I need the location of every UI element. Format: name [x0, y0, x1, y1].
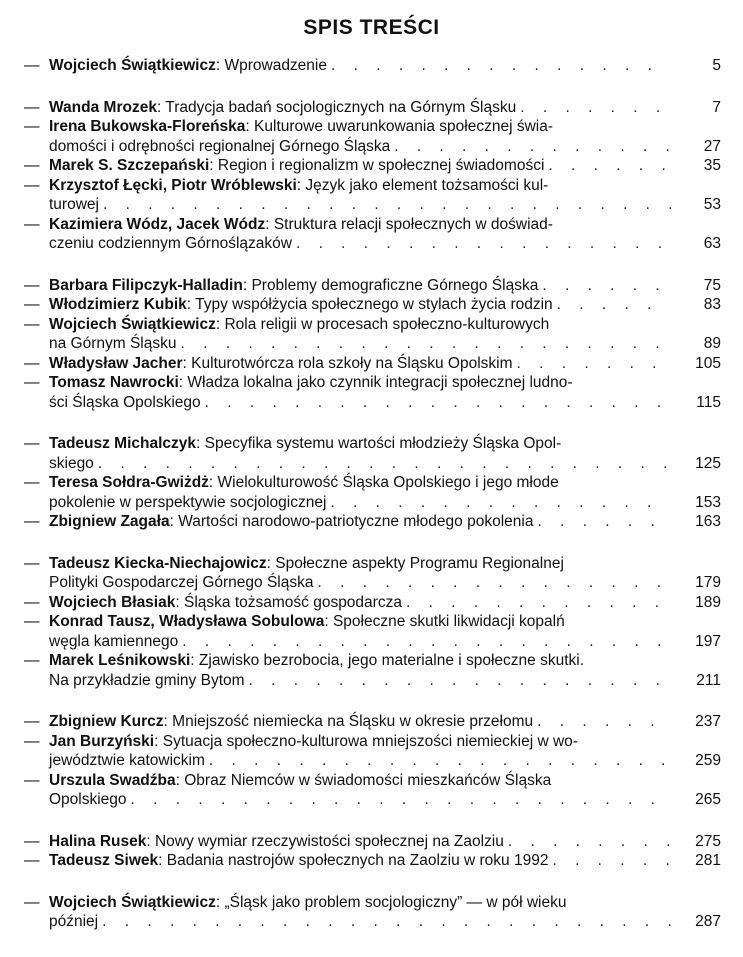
toc-entry[interactable]: [24, 771, 721, 810]
entry-dash: —: [24, 354, 40, 372]
dot-leader: [98, 454, 671, 474]
entry-title: Badania nastrojów społecznych na Zaolziu w roku 1992: [166, 852, 549, 869]
dot-leader: [557, 295, 671, 315]
entry-line: [49, 137, 671, 157]
entry-author: Zbigniew Kurcz: [49, 713, 164, 730]
toc-group: [24, 832, 721, 871]
toc-entry[interactable]: [24, 156, 721, 176]
toc-entry[interactable]: [24, 612, 721, 651]
dot-leader: [537, 712, 671, 732]
entry-line: Wanda Mrozek: Tradycja badań socjologicznych na Górnym Śląsku . . .: [49, 98, 671, 118]
dot-leader: [296, 234, 671, 254]
entry-title: Wprowadzenie: [224, 57, 327, 74]
entry-line: [49, 790, 671, 810]
entry-author: Włodzimierz Kubik: [49, 296, 187, 313]
dot-leader: [102, 912, 671, 932]
entry-line: Marek S. Szczepański: Region i regionalizm w społecznej świadomości . . .: [49, 156, 671, 176]
entry-author: Wojciech Błasiak: [49, 593, 176, 611]
entry-line: Wojciech Świątkiewicz: Wprowadzenie . . .: [49, 56, 671, 76]
entry-author: Barbara Filipczyk-Halladin: [49, 276, 243, 294]
entry-page-number: 281: [695, 852, 721, 869]
toc-entry[interactable]: [24, 851, 721, 871]
entry-title: „Śląsk jako problem socjologiczny” — w pół wieku: [224, 893, 567, 911]
entry-title: Sytuacja społeczno-kulturowa mniejszości niemieckiej w wo-: [162, 732, 578, 750]
dot-leader: [548, 156, 671, 176]
entry-dash: —: [24, 276, 40, 294]
entry-page-number: 211: [696, 671, 721, 689]
entry-page-number: 287: [695, 913, 721, 930]
entry-author: Władysław Jacher: [49, 354, 183, 372]
toc-group: [24, 276, 721, 413]
dot-leader: [318, 573, 672, 593]
entry-title: Kulturotwórcza rola szkoły na Śląsku Opolskim: [191, 354, 513, 372]
toc-entry[interactable]: [24, 434, 721, 473]
entry-dash: —: [24, 474, 40, 491]
entry-author: Urszula Swadźba: [49, 771, 176, 789]
dot-leader: [103, 195, 671, 215]
entry-dash: —: [24, 593, 40, 611]
entry-dash: —: [24, 176, 40, 194]
entry-author: Marek S. Szczepański: [49, 157, 210, 174]
entry-author: Wojciech Świątkiewicz: [49, 315, 216, 333]
dot-leader: [330, 493, 671, 513]
entry-page-number: 53: [703, 196, 721, 213]
entry-author: Irena Bukowska-Floreńska: [49, 118, 246, 135]
entry-title: Władza lokalna jako czynnik integracji społecznej ludno-: [187, 374, 573, 391]
entry-line: Wojciech Błasiak: Śląska tożsamość gospodarcza . . .: [49, 593, 671, 613]
toc-entry[interactable]: [24, 56, 721, 76]
entry-page-number: 179: [695, 574, 721, 591]
entry-author: Jan Burzyński: [49, 732, 155, 750]
entry-dash: —: [24, 374, 40, 391]
entry-page-number: 75: [703, 276, 721, 294]
entry-title: Polityki Gospodarczej Górnego Śląska: [49, 574, 314, 591]
entry-page-number: 153: [695, 493, 721, 511]
entry-title: Społeczne skutki likwidacji kopalń: [332, 613, 565, 630]
toc-entry[interactable]: [24, 512, 721, 532]
entry-line: [49, 195, 671, 215]
dot-leader: [542, 276, 671, 296]
entry-title: Śląska tożsamość gospodarcza: [183, 593, 402, 611]
entry-title: później: [49, 913, 99, 930]
entry-author: Halina Rusek: [49, 832, 147, 850]
entry-title: Typy współżycia społecznego w stylach życia rodzin: [195, 296, 553, 313]
entry-page-number: 5: [712, 57, 721, 74]
dot-leader: [517, 354, 672, 374]
entry-line: Tomasz Nawrocki: Władza lokalna jako czynnik integracji społecznej ludno-: [49, 374, 573, 391]
entry-line: Barbara Filipczyk-Halladin: Problemy demograficzne Górnego Śląska . . .: [49, 276, 671, 296]
entry-author: Tadeusz Michalczyk: [49, 435, 197, 452]
toc-group: [24, 434, 721, 532]
toc-entry[interactable]: [24, 832, 721, 852]
entry-title: Zjawisko bezrobocia, jego materialne i społeczne skutki.: [198, 652, 585, 669]
entry-author: Konrad Tausz, Władysława Sobulowa: [49, 613, 325, 630]
entry-line: [49, 573, 671, 593]
entry-title: na Górnym Śląsku: [49, 335, 177, 352]
entry-dash: —: [24, 57, 40, 74]
entry-dash: —: [24, 613, 40, 630]
entry-dash: —: [24, 435, 40, 452]
entry-title: Mniejszość niemiecka na Śląsku w okresie przełomu: [172, 713, 534, 730]
entry-line: [49, 632, 671, 652]
entry-line: Tadeusz Siwek: Badania nastrojów społecznych na Zaolziu w roku 1992 . . .: [49, 851, 671, 871]
dot-leader: [205, 393, 671, 413]
entry-line: Jan Burzyński: Sytuacja społeczno-kulturowa mniejszości niemieckiej w wo-: [49, 732, 578, 750]
entry-dash: —: [24, 315, 40, 333]
entry-page-number: 7: [712, 98, 721, 116]
entry-dash: —: [24, 893, 40, 911]
dot-leader: [209, 751, 671, 771]
entry-author: Wojciech Świątkiewicz: [49, 57, 216, 74]
entry-author: Tadeusz Siwek: [49, 852, 159, 869]
entry-line: Zbigniew Kurcz: Mniejszość niemiecka na Śląsku w okresie przełomu . . .: [49, 712, 671, 732]
toc-entry[interactable]: [24, 315, 721, 354]
entry-page-number: 105: [695, 354, 721, 372]
entry-author: Wanda Mrozek: [49, 98, 157, 116]
entry-page-number: 265: [695, 791, 721, 808]
entry-line: [49, 334, 671, 354]
entry-line: [49, 393, 671, 413]
entry-author: Kazimiera Wódz, Jacek Wódz: [49, 215, 266, 233]
entry-title: Język jako element tożsamości kul-: [305, 176, 549, 194]
dot-leader: [552, 851, 671, 871]
entry-line: Irena Bukowska-Floreńska: Kulturowe uwarunkowania społecznej świa-: [49, 118, 554, 135]
entry-dash: —: [24, 157, 40, 174]
entry-page-number: 275: [695, 832, 721, 850]
entry-page-number: 89: [703, 335, 721, 352]
entry-title: Wielokulturowość Śląska Opolskiego i jego młode: [217, 474, 559, 491]
entry-title: Rola religii w procesach społeczno-kulturowych: [224, 315, 550, 333]
entry-title: Tradycja badań socjologicznych na Górnym Śląsku: [165, 98, 517, 116]
entry-line: Krzysztof Łęcki, Piotr Wróblewski: Język jako element tożsamości kul-: [49, 176, 549, 194]
toc-entry[interactable]: [24, 276, 721, 296]
entry-page-number: 115: [696, 393, 721, 411]
entry-page-number: 189: [695, 593, 721, 611]
toc-entry[interactable]: [24, 651, 721, 690]
entry-dash: —: [24, 513, 40, 530]
entry-title: ści Śląska Opolskiego: [49, 393, 201, 411]
entry-dash: —: [24, 296, 40, 313]
toc-entry[interactable]: [24, 554, 721, 593]
entry-author: Tadeusz Kiecka-Niechajowicz: [49, 554, 267, 572]
entry-line: [49, 671, 671, 691]
toc-entry[interactable]: [24, 354, 721, 374]
entry-dash: —: [24, 732, 40, 750]
toc-entry[interactable]: [24, 215, 721, 254]
entry-author: Zbigniew Zagała: [49, 513, 170, 530]
entry-title: węgla kamiennego: [49, 632, 179, 650]
entry-dash: —: [24, 713, 40, 730]
entry-title: Opolskiego: [49, 791, 127, 808]
entry-dash: —: [24, 215, 40, 233]
entry-line: [49, 454, 671, 474]
table-of-contents: [24, 56, 721, 954]
entry-author: Wojciech Świątkiewicz: [49, 893, 216, 911]
entry-title: Specyfika systemu wartości młodzieży Śląska Opol-: [204, 435, 562, 452]
entry-line: Marek Leśnikowski: Zjawisko bezrobocia, jego materialne i społeczne skutki.: [49, 652, 585, 669]
entry-title: Problemy demograficzne Górnego Śląska: [251, 276, 539, 294]
entry-page-number: 63: [703, 235, 721, 252]
toc-group: [24, 712, 721, 810]
dot-leader: [249, 671, 671, 691]
toc-entry[interactable]: [24, 373, 721, 412]
toc-group: [24, 98, 721, 254]
dot-leader: [508, 832, 671, 852]
toc-entry[interactable]: [24, 176, 721, 215]
page-title: SPIS TREŚCI: [303, 16, 440, 39]
entry-title: domości i odrębności regionalnej Górnego Śląska: [49, 137, 391, 155]
entry-title: skiego: [49, 454, 94, 472]
entry-line: Zbigniew Zagała: Wartości narodowo-patriotyczne młodego pokolenia . . .: [49, 512, 671, 532]
entry-title: jewództwie katowickim: [49, 752, 205, 769]
entry-line: Urszula Swadźba: Obraz Niemców w świadomości mieszkańców Śląska: [49, 771, 552, 789]
entry-author: Tomasz Nawrocki: [49, 374, 179, 391]
dot-leader: [394, 137, 671, 157]
entry-page-number: 237: [695, 713, 721, 730]
entry-page-number: 197: [695, 632, 721, 650]
entry-title: Na przykładzie gminy Bytom: [49, 671, 245, 689]
entry-title: Obraz Niemców w świadomości mieszkańców Śląska: [184, 771, 552, 789]
toc-group: [24, 56, 721, 76]
entry-line: Halina Rusek: Nowy wymiar rzeczywistości społecznej na Zaolziu . . .: [49, 832, 671, 852]
dot-leader: [182, 632, 671, 652]
entry-title: Struktura relacji społecznych w doświad-: [273, 215, 553, 233]
entry-line: [49, 912, 671, 932]
entry-title: Nowy wymiar rzeczywistości społecznej na Zaolziu: [154, 832, 504, 850]
entry-dash: —: [24, 652, 40, 669]
dot-leader: [131, 790, 671, 810]
entry-page-number: 125: [695, 454, 721, 472]
entry-dash: —: [24, 554, 40, 572]
entry-dash: —: [24, 852, 40, 869]
entry-line: Tadeusz Kiecka-Niechajowicz: Społeczne aspekty Programu Regionalnej: [49, 554, 564, 572]
entry-line: Kazimiera Wódz, Jacek Wódz: Struktura relacji społecznych w doświad-: [49, 215, 553, 233]
toc-entry[interactable]: [24, 473, 721, 512]
entry-title: Kulturowe uwarunkowania społecznej świa-: [254, 118, 554, 135]
entry-line: Władysław Jacher: Kulturotwórcza rola szkoły na Śląsku Opolskim . . .: [49, 354, 671, 374]
toc-entry[interactable]: [24, 295, 721, 315]
entry-line: Wojciech Świątkiewicz: Rola religii w procesach społeczno-kulturowych: [49, 315, 550, 333]
toc-entry[interactable]: [24, 117, 721, 156]
toc-entry[interactable]: [24, 893, 721, 932]
toc-entry[interactable]: [24, 593, 721, 613]
dot-leader: [181, 334, 672, 354]
toc-entry[interactable]: [24, 712, 721, 732]
entry-title: turowej: [49, 196, 99, 213]
entry-author: Teresa Sołdra-Gwiżdż: [49, 474, 209, 491]
entry-dash: —: [24, 771, 40, 789]
entry-line: [49, 751, 671, 771]
entry-title: pokolenie w perspektywie socjologicznej: [49, 493, 327, 511]
entry-line: Tadeusz Michalczyk: Specyfika systemu wartości młodzieży Śląska Opol-: [49, 435, 562, 452]
entry-title: czeniu codziennym Górnoślązaków: [49, 235, 292, 252]
entry-author: Krzysztof Łęcki, Piotr Wróblewski: [49, 176, 297, 194]
entry-title: Społeczne aspekty Programu Regionalnej: [275, 554, 564, 572]
entry-page-number: 83: [703, 296, 721, 313]
entry-line: Konrad Tausz, Władysława Sobulowa: Społeczne skutki likwidacji kopalń: [49, 613, 565, 630]
toc-group: [24, 893, 721, 932]
dot-leader: [331, 56, 671, 76]
dot-leader: [537, 512, 671, 532]
entry-dash: —: [24, 98, 40, 116]
toc-group: [24, 554, 721, 691]
entry-dash: —: [24, 118, 40, 135]
toc-entry[interactable]: [24, 98, 721, 118]
toc-entry[interactable]: [24, 732, 721, 771]
entry-dash: —: [24, 832, 40, 850]
entry-title: Wartości narodowo-patriotyczne młodego pokolenia: [178, 513, 534, 530]
entry-page-number: 27: [703, 137, 721, 155]
entry-author: Marek Leśnikowski: [49, 652, 191, 669]
entry-line: [49, 234, 671, 254]
entry-page-number: 163: [695, 513, 721, 530]
entry-line: Teresa Sołdra-Gwiżdż: Wielokulturowość Śląska Opolskiego i jego młode: [49, 474, 559, 491]
entry-page-number: 259: [695, 752, 721, 769]
entry-line: Wojciech Świątkiewicz: „Śląsk jako problem socjologiczny” — w pół wieku: [49, 893, 567, 911]
entry-line: Włodzimierz Kubik: Typy współżycia społecznego w stylach życia rodzin . . .: [49, 295, 671, 315]
dot-leader: [406, 593, 671, 613]
entry-page-number: 35: [703, 157, 721, 174]
entry-line: [49, 493, 671, 513]
entry-title: Region i regionalizm w społecznej świadomości: [217, 157, 545, 174]
dot-leader: [520, 98, 671, 118]
